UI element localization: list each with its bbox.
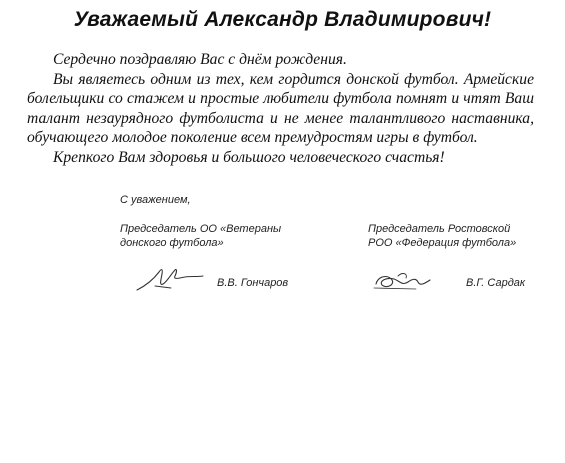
signatory-title-line: донского футбола»	[120, 237, 224, 249]
signatory-name-right: В.Г. Сардак	[466, 277, 526, 289]
closing-regards: С уважением,	[120, 194, 191, 206]
signatory-title-right	[368, 222, 516, 250]
salutation-heading: Уважаемый Александр Владимирович!	[73, 8, 492, 31]
signatory-title-left	[120, 222, 281, 250]
letter-paragraph: Вы являетесь одним из тех, кем гордится донской футбол. Армейские болельщики со стажем и простые любители футбола помнят и чтят Ваш талант незаурядного футболиста и не менее талантливого наставника, обучающего молодое поколение всем премудростям игры в футбол.	[27, 70, 534, 146]
signatory-name-left: В.В. Гончаров	[217, 277, 289, 289]
signatory-title-line: РОО «Федерация футбола»	[368, 237, 517, 249]
letter-paragraph: Крепкого Вам здоровья и большого человеческого счастья!	[53, 148, 445, 166]
signatory-title-line: Председатель ОО «Ветераны	[120, 223, 282, 235]
handwritten-signature-icon	[135, 262, 205, 299]
letter-body	[27, 50, 534, 167]
signatory-title-line: Председатель Ростовской	[368, 223, 511, 235]
letter-paragraph: Сердечно поздравляю Вас с днём рождения.	[53, 51, 347, 68]
handwritten-signature-icon	[372, 268, 434, 299]
